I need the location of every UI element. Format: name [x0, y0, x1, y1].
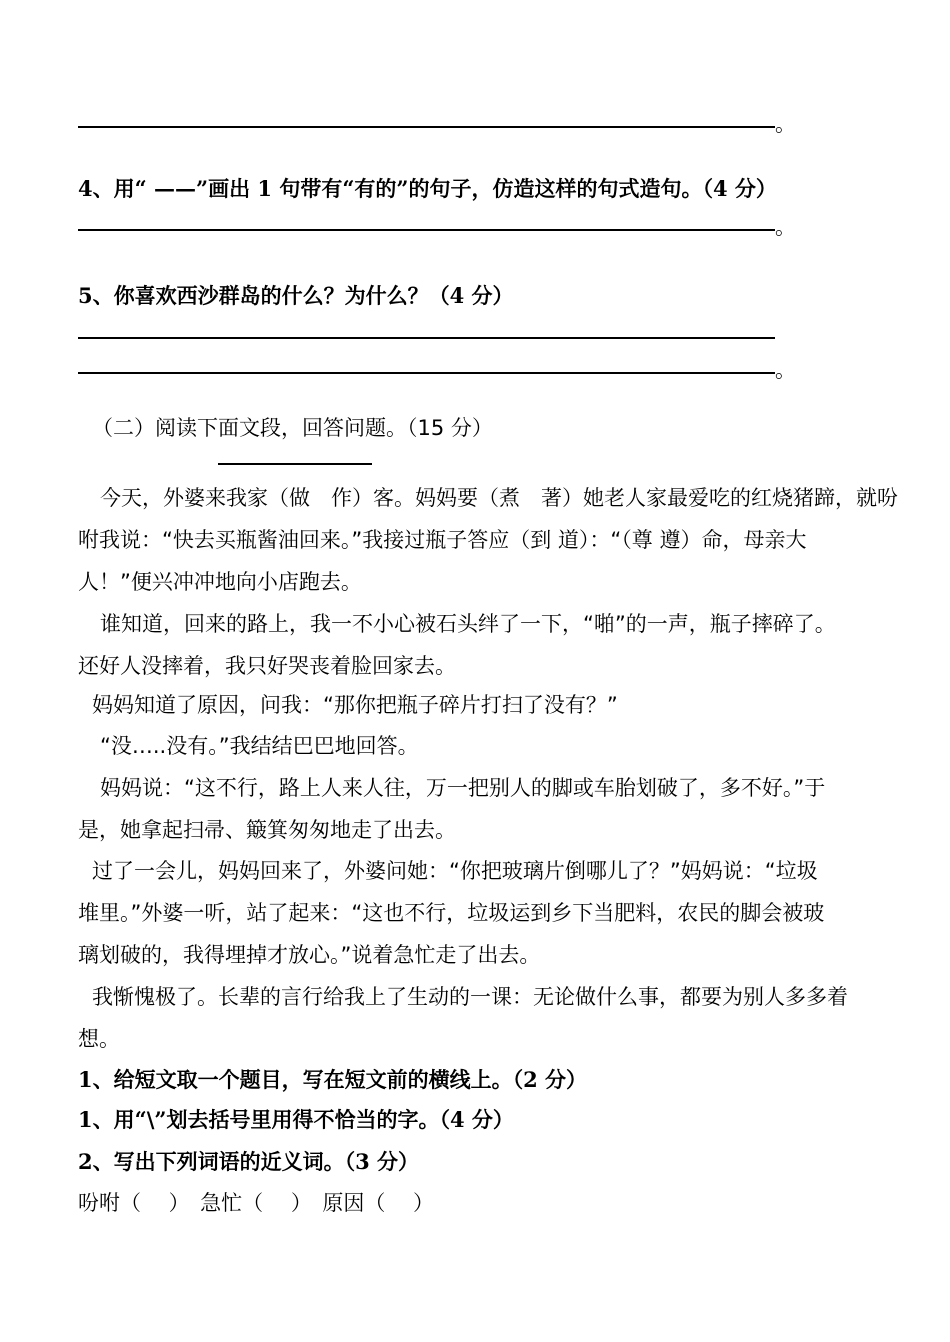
passage-line: 想。 [78, 1027, 120, 1051]
period-mark: 。 [775, 358, 796, 382]
passage-line: “没…..没有。”我结结巴巴地回答。 [100, 734, 419, 758]
answer-line[interactable] [78, 372, 775, 374]
period-mark: 。 [775, 112, 796, 136]
passage-line: 过了一会儿，妈妈回来了，外婆问她：“你把玻璃片倒哪儿了？”妈妈说：“垃圾 [92, 859, 818, 883]
question-title: 1、给短文取一个题目，写在短文前的横线上。（2 分） [78, 1067, 588, 1092]
period-mark: 。 [775, 215, 796, 239]
question-5: 5、你喜欢西沙群岛的什么？为什么？（4 分） [78, 283, 514, 308]
passage-line: 咐我说：“快去买瓶酱油回来。”我接过瓶子答应（到 道）：“（尊 遵）命，母亲大 [78, 528, 807, 552]
passage-line: 璃划破的，我得埋掉才放心。”说着急忙走了出去。 [78, 943, 541, 967]
passage-line: 妈妈说：“这不行，路上人来人往，万一把别人的脚或车胎划破了，多不好。”于 [100, 776, 826, 800]
question-synonyms: 2、写出下列词语的近义词。（3 分） [78, 1149, 420, 1174]
title-blank-line[interactable] [218, 463, 372, 465]
passage-line: 还好人没摔着，我只好哭丧着脸回家去。 [78, 654, 456, 678]
question-strike: 1、用“\”划去括号里用得不恰当的字。（4 分） [78, 1107, 514, 1132]
answer-line[interactable] [78, 126, 775, 128]
passage-line: 妈妈知道了原因，问我：“那你把瓶子碎片打扫了没有？” [92, 693, 618, 717]
passage-line: 今天，外婆来我家（做 作）客。妈妈要（煮 著）她老人家最爱吃的红烧猪蹄，就吩 [100, 486, 898, 510]
passage-line: 谁知道，回来的路上，我一不小心被石头绊了一下，“啪”的一声，瓶子摔碎了。 [100, 612, 836, 636]
passage-line: 人！”便兴冲冲地向小店跑去。 [78, 570, 362, 594]
answer-line[interactable] [78, 229, 775, 231]
answer-line[interactable] [78, 337, 775, 339]
question-4: 4、用“ ——”画出 1 句带有“有的”的句子，仿造这样的句式造句。（4 分） [78, 176, 777, 201]
passage-line: 堆里。”外婆一听，站了起来：“这也不行，垃圾运到乡下当肥料，农民的脚会被玻 [78, 901, 825, 925]
section-heading: （二）阅读下面文段，回答问题。（15 分） [92, 416, 493, 440]
synonym-blanks[interactable]: 吩咐（ ） 急忙（ ） 原因（ ） [78, 1191, 435, 1215]
passage-line: 是，她拿起扫帚、簸箕匆匆地走了出去。 [78, 818, 456, 842]
passage-line: 我惭愧极了。长辈的言行给我上了生动的一课：无论做什么事，都要为别人多多着 [92, 985, 848, 1009]
